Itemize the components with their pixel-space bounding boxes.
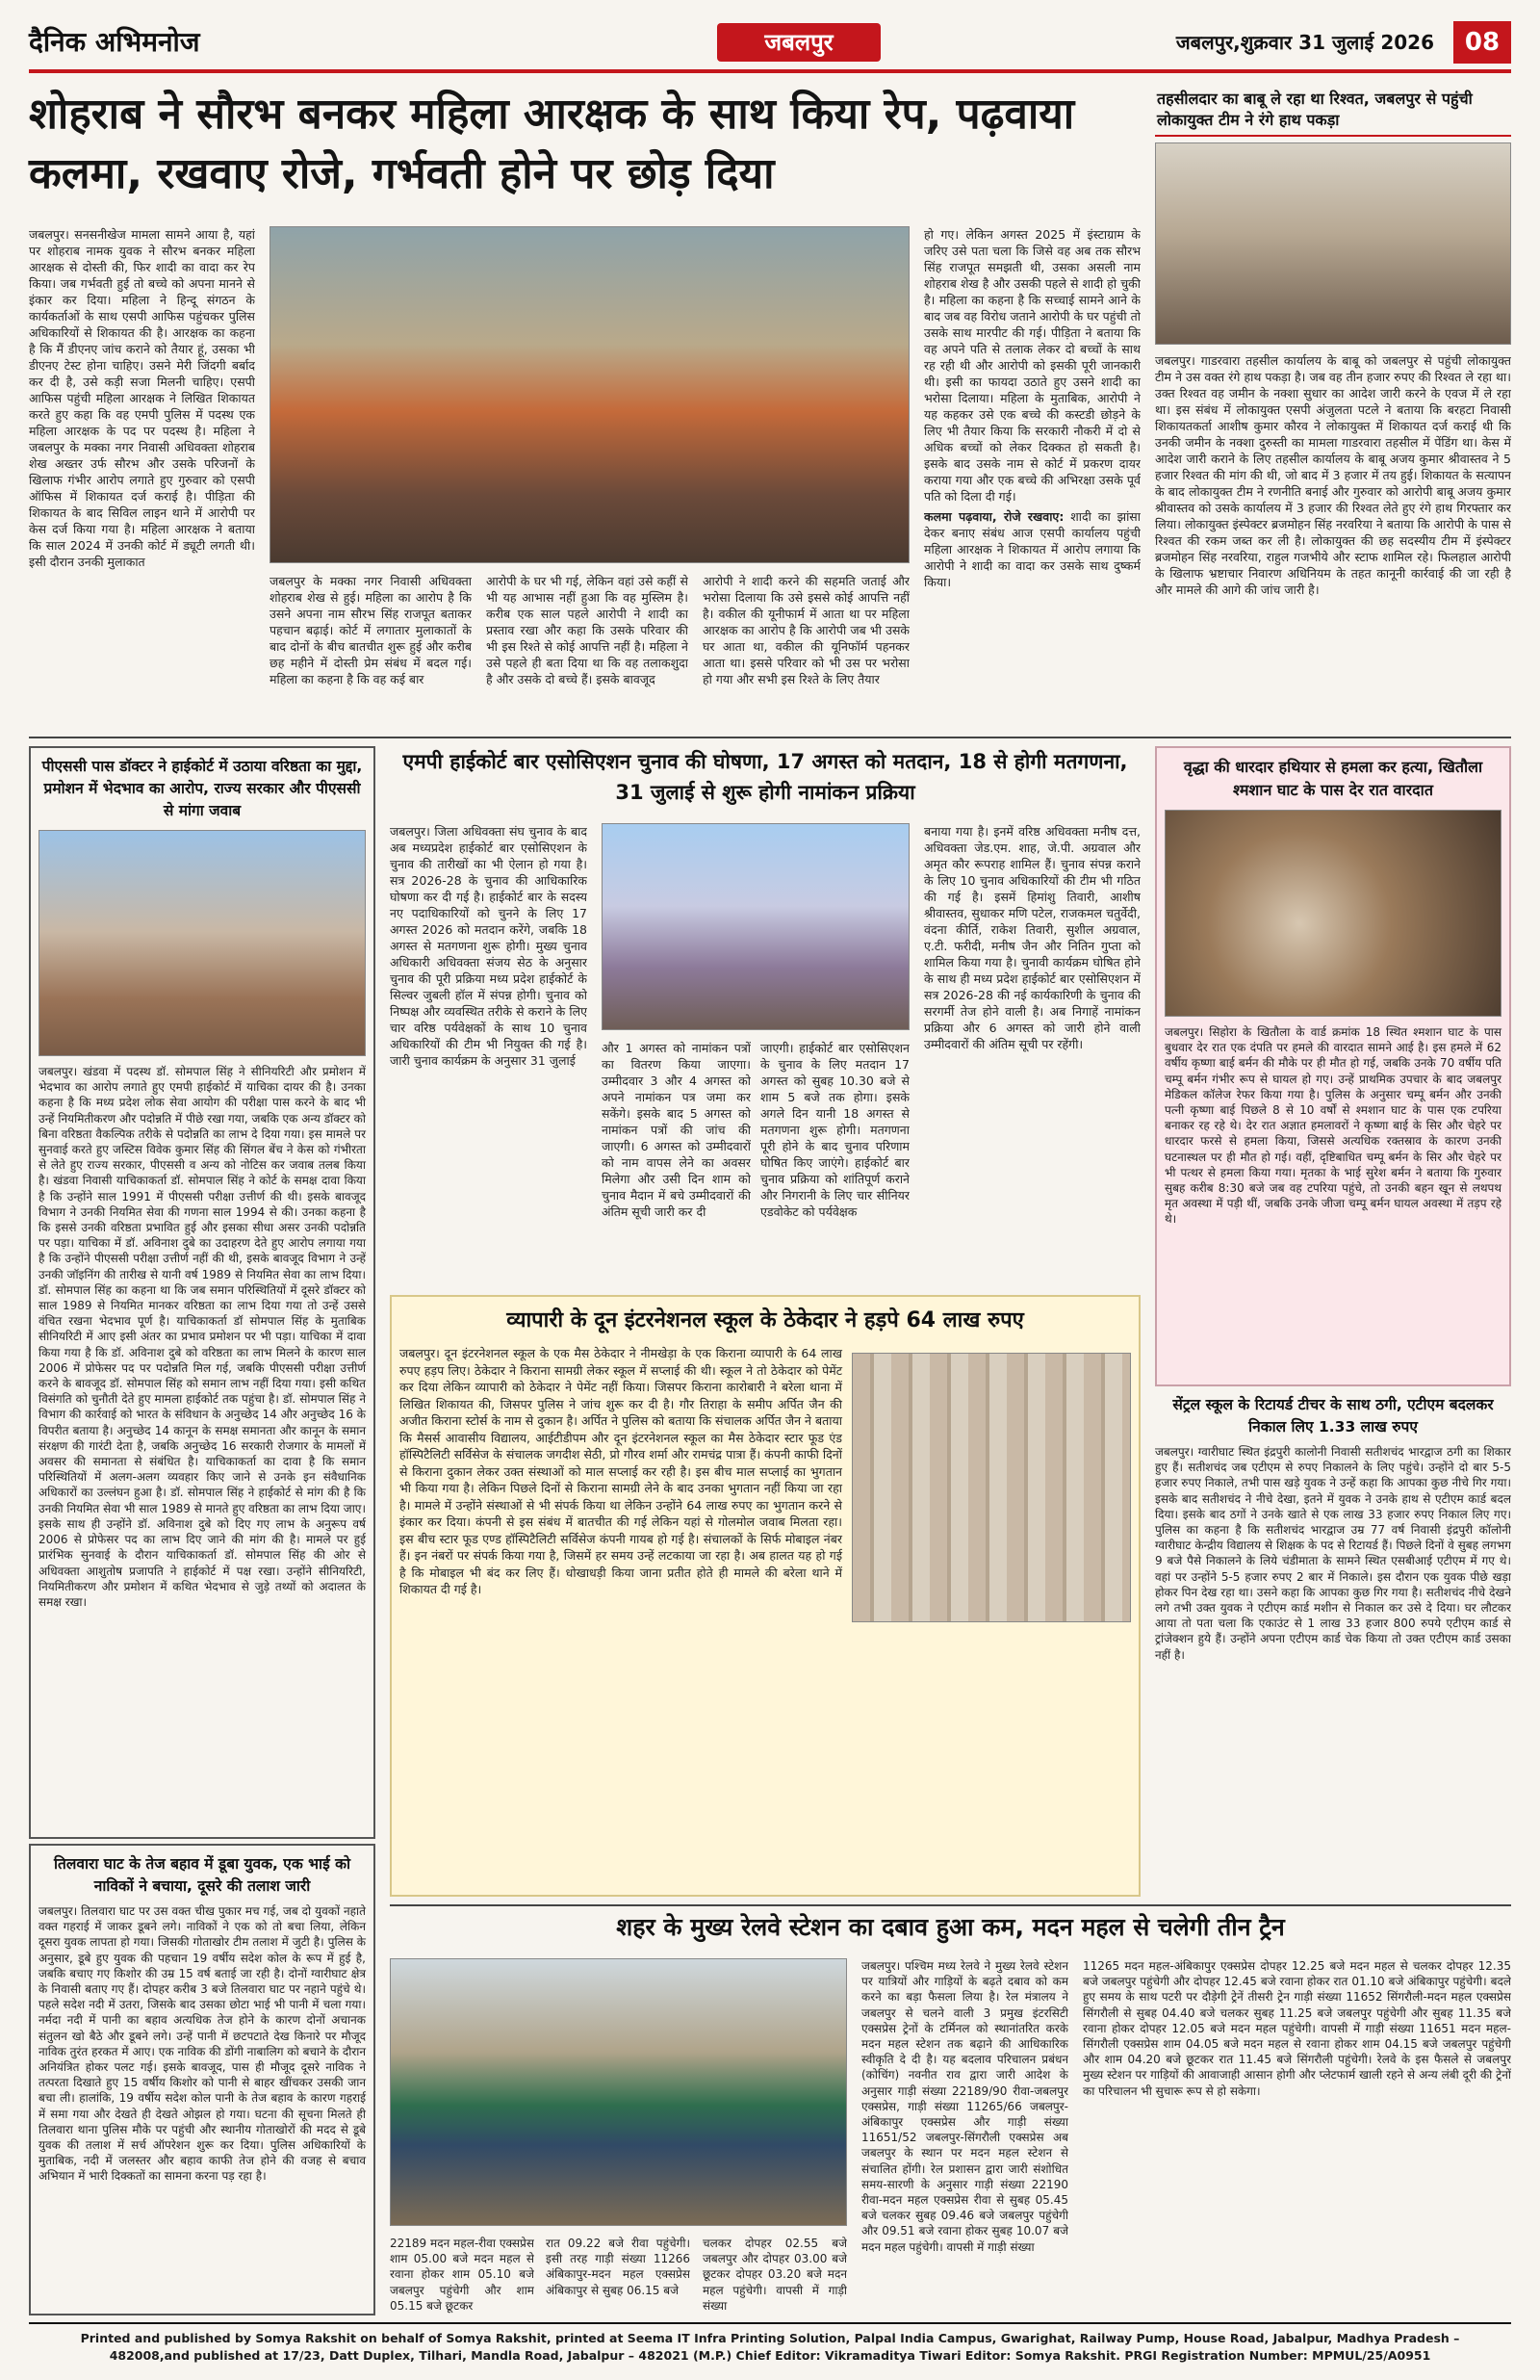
lead-text-5: हो गए। लेकिन अगस्त 2025 में इंस्टाग्राम के जरिए उसे पता चला कि जिसे वह अब तक सौरभ सिंह राजपूत समझती थी, उसका असली नाम शोहराब शेख है और उसकी पहले से शादी हो चुकी है। महिला का कहना है कि सच्चाई सामने आने के बाद जब वह विरोध जताने आरोपी के घर पहुंची तो उसके साथ मारपीट की गई। पीड़िता ने बताया कि वह अपने पति से तलाक लेकर दो बच्चों के साथ रह रही थी और आरोपी को इसकी पूरी जानकारी थी। इसी का फायदा उठाते हुए उसने शादी का भरोसा दिलाया। महिला के मुताबिक, आरोपी ने यह कहकर उसे एक बच्चे की कस्टडी छोड़ने के लिए भी तैयार किया कि सरकारी नौकरी में दो से अधिक बच्चों को लेकर दिक्कत हो सकती है। इसके बाद उसके नाम से कोर्ट में प्रकरण दायर कराया गया और एक बच्चे की अभिरक्षा उसके पूर्व पति को दिला दी गई। <box>924 227 1141 504</box>
bribe-headline: तहसीलदार का बाबू ले रहा था रिश्वत, जबलपुर से पहुंची लोकायुक्त टीम ने रंगे हाथ पकड़ा <box>1155 85 1511 137</box>
railway-col-5: 11265 मदन महल-अंबिकापुर एक्सप्रेस दोपहर 12.25 बजे मदन महल से चलकर दोपहर 12.35 बजे जबलपुर पहुंचेगी और दोपहर 12.45 बजे रवाना होकर रात 01.10 बजे अंबिकापुर पहुंचेगी। बदले हुए समय के साथ पटरी पर दौड़ेगी ट्रेनें तीसरी ट्रेन गाड़ी संख्या 11652 सिंगरौली-मदन महल एक्सप्रेस सिंगरौली से सुबह 04.40 बजे चलकर सुबह 11.25 बजे जबलपुर पहुंचेगी और सुबह 11.35 बजे रवाना होकर दोपहर 12.05 बजे मदन महल पहुंचेगी। वापसी में गाड़ी संख्या 11651 मदन महल-सिंगरौली एक्सप्रेस शाम 04.05 बजे मदन महल से रवाना होकर शाम 04.15 बजे जबलपुर पहुंचेगी और शाम 04.20 बजे छूटकर रात 11.45 बजे सिंगरौली पहुंचेगी। रेलवे के इस फैसले से जबलपुर मुख्य स्टेशन पर गाड़ियों की आवाजाही आसान होगी और प्लेटफार्म खाली रहने से अन्य लंबी दूरी की ट्रेनों का परिचालन भी सुचारू रूप से हो सकेगा। <box>1083 1959 1511 2098</box>
contractor-story <box>390 1295 1141 1897</box>
dateline: जबलपुर,शुक्रवार 31 जुलाई 2026 <box>1175 31 1434 54</box>
lokayukta-photo <box>1155 142 1511 345</box>
railway-col-1: जबलपुर। पश्चिम मध्य रेलवे ने मुख्य रेलवे स्टेशन पर यात्रियों और गाड़ियों के बढ़ते दबाव को कम करने का बड़ा फैसला लिया है। रेल मंत्रालय ने जबलपुर से चलने वाली 3 प्रमुख इंटरसिटी एक्सप्रेस ट्रेनों के टर्मिनल को स्थानांतरित करके मदन महल स्टेशन तक बढ़ाने की आधिकारिक स्वीकृति दे दी है। यह बदलाव परिचालन प्रबंधन (कोचिंग) नवनीत राव द्वारा जारी आदेश के अनुसार गाड़ी संख्या 22189/90 रीवा-जबलपुर एक्सप्रेस, गाड़ी संख्या 11265/66 जबलपुर-अंबिकापुर एक्सप्रेस और गाड़ी संख्या 11651/52 जबलपुर-सिंगरौली एक्सप्रेस अब जबलपुर के स्थान पर मदन महल स्टेशन से संचालित होंगी। रेल प्रशासन द्वारा जारी संशोधित समय-सारणी के अनुसार गाड़ी संख्या 22190 रीवा-मदन महल एक्सप्रेस रीवा से सुबह 05.45 बजे चलकर सुबह 09.46 बजे जबलपुर पहुंचेगी और 09.51 बजे रवाना होकर सुबह 10.07 बजे मदन महल पहुंचेगी। वापसी में गाड़ी संख्या <box>861 1959 1068 2254</box>
train-photo <box>390 1958 847 2226</box>
lead-col-5 <box>924 226 1141 727</box>
murder-story <box>1155 746 1511 1386</box>
protest-photo <box>270 226 910 563</box>
imprint-footer <box>29 2322 1511 2370</box>
railway-col-3: रात 09.22 बजे रीवा पहुंचेगी। इसी तरह गाड़ी संख्या 11266 अंबिकापुर-मदन महल एक्सप्रेस अंबिकापुर से सुबह 06.15 बजे <box>546 2237 690 2297</box>
bar-col-3: जाएगी। हाईकोर्ट बार एसोसिएशन के चुनाव के लिए मतदान 17 अगस्त को सुबह 10.30 बजे से शाम 5 बजे तक होगा। इसके अगले दिन यानी 18 अगस्त से मतगणना शुरू होगी। मतगणना पूरी होने के बाद चुनाव परिणाम घोषित किए जाएंगे। हाईकोर्ट बार चुनाव प्रक्रिया को शांतिपूर्ण कराने और निगरानी के लिए चार सीनियर एडवोकेट को पर्यवेक्षक <box>760 1041 910 1219</box>
lead-subhead: कलमा पढ़वाया, रोजे रखवाए: <box>924 509 1065 524</box>
cash-photo <box>852 1353 1131 1622</box>
railway-col-2: 22189 मदन महल-रीवा एक्सप्रेस शाम 05.00 बजे मदन महल से रवाना होकर शाम 05.10 बजे जबलपुर पहुंचेगी और शाम 05.15 बजे छूटकर <box>390 2237 534 2313</box>
contractor-headline: व्यापारी के दून इंटरनेशनल स्कूल के ठेकेदार ने हड़पे 64 लाख रुपए <box>506 1308 1024 1332</box>
bar-col-4: बनाया गया है। इनमें वरिष्ठ अधिवक्ता मनीष दत्त, अधिवक्ता जेड.एम. शाह, जे.पी. अग्रवाल और अमृत कौर रूपराह शामिल हैं। चुनाव संपन्न कराने के लिए 10 चुनाव अधिकारियों की टीम भी गठित की गई है। इसमें हिमांशु तिवारी, आशीष श्रीवास्तव, सुधाकर मणि पटेल, राजकमल चतुर्वेदी, वंदना कीर्ति, राकेश तिवारी, सुशील अग्रवाल, ए.टी. फरीदी, मनीष जैन और नितिन गुप्ता को शामिल किया गया है। चुनावी कार्यक्रम घोषित होने के साथ ही मध्य प्रदेश हाईकोर्ट बार एसोसिएशन में सत्र 2026-28 की नई कार्यकारिणी के चुनाव की सरगर्मी तेज होने वाली है। अब निगाहें नामांकन प्रक्रिया और 6 अगस्त को जारी होने वाली उम्मीदवारों की अंतिम सूची पर रहेंगी। <box>924 824 1141 1051</box>
crime-scene-photo <box>1165 810 1502 1017</box>
bribe-body: जबलपुर। गाडरवारा तहसील कार्यालय के बाबू को जबलपुर से पहुंची लोकायुक्त टीम ने उस वक्त रंगे हाथ पकड़ा है। जब वह तीन हजार रुपए की रिश्वत ले रहा था। उक्त रिश्वत वह जमीन के नक्शा सुधार का आदेश जारी करने के एवज में ले रहा था। इस संबंध में लोकायुक्त एसपी अंजुलता पटले ने बताया कि बरहटा निवासी शिकायतकर्ता आशीष कुमार कौरव ने लोकायुक्त में शिकायत दर्ज कराई थी कि उनकी जमीन के नक्शा दुरुस्ती का मामला गाडरवारा तहसील में पेंडिंग था। केस में आदेश जारी कराने के लिए तहसील कार्यालय के बाबू अजय कुमार श्रीवास्तव ने 5 हजार रिश्वत की मांग की थी, जो बाद में 3 हजार में तय हुई। शिकायत के सत्यापन के बाद लोकायुक्त टीम ने रणनीति बनाई और गुरुवार को आरोपी बाबू अजय कुमार श्रीवास्तव को उसके कार्यालय में 3 हजार की रिश्वत लेते हुए रंगे हाथ गिरफ्तार कर लिया। लोकायुक्त इंस्पेक्टर ब्रजमोहन सिंह नरवरिया ने बताया कि आरोपी के पास से रिश्वत की रकम जब्त कर ली है। लोकायुक्त की छह सदस्यीय टीम में इंस्पेक्टर ब्रजमोहन सिंह नरवरिया, राहुल गजभीये और स्टाफ शामिल रहे। फिलहाल आरोपी के खिलाफ भ्रष्टाचार निवारण अधिनियम के तहत कानूनी कार्रवाई की जा रही है और मामले की आगे की जांच जारी है। <box>1155 353 1511 597</box>
highcourt-photo <box>38 830 366 1056</box>
railway-headline: शहर के मुख्य रेलवे स्टेशन का दबाव हुआ कम, मदन महल से चलेगी तीन ट्रैन <box>390 1904 1511 1953</box>
lead-col-4 <box>703 573 910 727</box>
murder-body: जबलपुर। सिहोरा के खितौला के वार्ड क्रमांक 18 स्थित श्मशान घाट के पास बुधवार देर रात एक दंपति पर हमले की वारदात सामने आई है। इस हमले में 62 वर्षीय कृष्णा बाई बर्मन की मौके पर ही मौत हो गई, जबकि उनके 70 वर्षीय पति चम्पू बर्मन गंभीर रूप से घायल हो गए। उन्हें प्राथमिक उपचार के बाद जबलपुर मेडिकल कॉलेज रेफर किया गया है। पुलिस के अनुसार चम्पू बर्मन और उनकी पत्नी कृष्णा बाई पिछले 8 से 10 वर्षों से श्मशान घाट के पास एक टपरिया बनाकर रह रहे थे। देर रात अज्ञात हमलावरों ने कृष्णा बाई के सिर और चेहरे पर धारदार फरसे से हमला किया, जिससे अत्यधिक रक्तस्राव के कारण उनकी घटनास्थल पर ही मौत हो गई। वहीं, दृष्टिबाधित चम्पू बर्मन के सिर और चेहरे पर भी पत्थर से हमला किया गया। मृतका के भाई सुरेश बर्मन ने बताया कि गुरुवार सुबह करीब 8:30 बजे जब वह टपरिया पहुंचे, तो उनकी बहन खून से लथपथ मृत अवस्था में पड़ी थीं, जबकि उनके जीजा चम्पू बर्मन घायल अवस्था में तड़प रहे थे। <box>1165 1025 1502 1227</box>
bar-story <box>390 746 1141 1285</box>
contractor-text: जबलपुर। दून इंटरनेशनल स्कूल के एक मैस ठेकेदार ने नीमखेड़ा के एक किराना व्यापारी के 64 लाख रुपए हड़प लिए। ठेकेदार ने किराना सामग्री लेकर स्कूल में सप्लाई की थी। स्कूल ने तो ठेकेदार को पेमेंट कर दिया लेकिन व्यापारी को ठेकेदार ने पेमेंट नहीं किया। जिसपर किराना कारोबारी ने बरेला थाना में लिखित शिकायत की, जिसपर पुलिस ने जांच शुरू कर दी है। गौर तिराहा के समीप अर्पित जैन की अजीत किराना स्टोर्स के नाम से दुकान है। अर्पित ने पुलिस को बताया कि संचालक अर्पित जैन ने बताया कि मैसर्स आवासीय विद्यालय, आईटीडीपम और दून इंटरनेशनल स्कूल का मैस ठेकेदार स्टार फूड एंड हॉस्पिटैलिटी सर्विसेज के संचालक जगदीश सेठी, प्रो गौरव शर्मा और रामचंद्र पात्रा हैं। कंपनी काफी दिनों से किराना दुकान लेकर उक्त संस्थाओं को माल सप्लाई कर रही है। इस बीच माल सप्लाई का भुगतान भी किया गया है। लेकिन पिछले दिनों से किराना सामग्री लेने के बाद उनका भुगतान नहीं किया जा रहा है। मामले में उन्होंने संस्थाओं से भी संपर्क किया था लेकिन उन्होंने 64 लाख रुपए का भुगतान करने से इंकार कर दिया। कंपनी से इस संबंध में बातचीत की गई लेकिन यहां से गोलमोल जवाब मिलता रहा। इस बीच स्टार फूड एण्ड हॉस्पिटैलिटी सर्विसेज कंपनी गायब हो गई है। संचालकों के सिर्फ मोबाइल नंबर हैं। इन नंबरों पर संपर्क किया गया है, जिसमें हर समय उन्हें लटकाया जा रहा है। अब हालत यह हो गई है कि मोबाइल भी बंद कर लिए हैं। धोखाधड़ी किया जाना प्रतीत होते ही मामले की बरेला थाने में शिकायत दी गई है। <box>399 1346 842 1596</box>
lead-col-1 <box>29 226 255 727</box>
bar-court-photo <box>602 823 910 1030</box>
psc-body: जबलपुर। खंडवा में पदस्थ डॉ. सोमपाल सिंह ने सीनियरिटी और प्रमोशन में भेदभाव का आरोप लगाते हुए एमपी हाईकोर्ट में याचिका दायर की है। उनका कहना है कि मध्य प्रदेश लोक सेवा आयोग की परीक्षा पास करने के बाद भी उन्हें नियमितीकरण और पदोन्नति में पीछे रखा गया, जबकि एक अन्य डॉक्टर को बिना वरिष्ठता वैकल्पिक तरीके से पदोन्नति का लाभ दे दिया गया। इस मामले पर सुनवाई करते हुए जस्टिस विवेक कुमार सिंह की सिंगल बेंच ने केस को गंभीरता से लेते हुए राज्य सरकार, पीएससी व अन्य को नोटिस कर जवाब तलब किया है। खंडवा निवासी याचिकाकर्ता डॉ. सोमपाल सिंह ने कोर्ट के समक्ष दावा किया है कि उन्होंने साल 1991 में पीएससी परीक्षा उत्तीर्ण की थी। इसके बावजूद विभाग ने उनकी नियमित सेवा की गणना साल 1994 से की। उनका कहना है कि इससे उनकी वरिष्ठता प्रभावित हुई और इसका सीधा असर उनकी पदोन्नति पर पड़ा। याचिका में डॉ. अविनाश दुबे का उदाहरण देते हुए आरोप लगाया गया है कि उन्होंने पीएससी परीक्षा उत्तीर्ण नहीं की थी, इसके बावजूद विभाग ने उन्हें उनकी जॉइनिंग की तारीख से यानी वर्ष 1989 से नियमित सेवा का लाभ दिया। डॉ. सोमपाल सिंह का कहना था कि जब समान परिस्थितियों में दूसरे डॉक्टर को साल 1989 से नियमित मानकर वरिष्ठता का लाभ दिया गया तो उन्हें उससे वंचित रखना भेदभाव पूर्ण है। याचिकाकर्ता डॉ सोमपाल सिंह के मुताबिक सीनियरिटी में आए इसी अंतर का प्रभाव प्रमोशन पर भी पड़ा। याचिका में दावा किया गया है कि डॉ. अविनाश दुबे को वरिष्ठता का लाभ मिलने के कारण साल 2006 में प्रोफेसर पद पर पदोन्नति मिल गई, जबकि पीएससी परीक्षा उत्तीर्ण करने के बावजूद डॉ. सोमपाल सिंह को समान लाभ नहीं दिया गया। इसी कथित विसंगति को चुनौती देते हुए मामला हाईकोर्ट तक पहुंचा है। डॉ. सोमपाल सिंह ने विभाग की कार्रवाई को भारत के संविधान के अनुच्छेद 14 और अनुच्छेद 16 के विपरीत बताया है। अनुच्छेद 14 कानून के समक्ष समानता और कानून के समान संरक्षण की गारंटी देता है, जबकि अनुच्छेद 16 सरकारी रोजगार के मामलों में अवसर की समानता से संबंधित है। याचिकाकर्ता का दावा है कि समान परिस्थितियों में अलग-अलग व्यवहार किए जाने से उनके इन संवैधानिक अधिकारों का उल्लंघन हुआ है। डॉ. सोमपाल सिंह ने हाईकोर्ट से मांग की है कि उनकी नियमित सेवा भी साल 1989 से मानते हुए वरिष्ठता का लाभ दिया जाए। इसके साथ ही उन्होंने डॉ. अविनाश दुबे को दिए गए लाभ के अनुरूप वर्ष 2006 से प्रोफेसर पद का लाभ दिए जाने की मांग की है। मामले पर हुई प्रारंभिक सुनवाई के दौरान याचिकाकर्ता डॉ. सोमपाल सिंह की ओर से अधिवक्ता आशुतोष प्रजापति ने हाईकोर्ट में पक्ष रखा। उन्होंने सीनियरिटी, नियमितीकरण और प्रमोशन में कथित भेदभाव से जुड़े तथ्यों को अदालत के समक्ष रखा। <box>38 1065 366 1609</box>
imprint-line-2: 482008,and published at 17/23, Datt Duplex, Tilhari, Mandla Road, Jabalpur – 482021 (M.P.) Chief Editor: Vikramaditya Tiwari Editor: Somya Rakshit. PRGI Registration Number: MPMUL/25/A0951 <box>109 2348 1431 2363</box>
bar-col-1: जबलपुर। जिला अधिवक्ता संघ चुनाव के बाद अब मध्यप्रदेश हाईकोर्ट बार एसोसिएशन के चुनाव की तारीखों का भी ऐलान हो गया है। सत्र 2026-28 के चुनाव की आधिकारिक घोषणा कर दी गई है। हाईकोर्ट बार के सदस्य नए पदाधिकारियों को चुनने के लिए 17 अगस्त 2026 को मतदान करेंगे, जबकि 18 अगस्त से मतगणना शुरू होगी। मुख्य चुनाव अधिकारी अधिवक्ता संजय सेठ के अनुसार चुनाव की पूरी प्रक्रिया मध्य प्रदेश हाईकोर्ट के सिल्वर जुबली हॉल में संपन्न होगी। चुनाव को निष्पक्ष और व्यवस्थित तरीके से कराने के लिए चार वरिष्ठ पर्यवेक्षकों के साथ 10 चुनाव अधिकारियों की टीम भी नियुक्त की गई है। जारी चुनाव कार्यक्रम के अनुसार 31 जुलाई <box>390 824 587 1068</box>
bribe-story <box>1155 85 1511 730</box>
teacher-headline: सेंट्रल स्कूल के रिटायर्ड टीचर के साथ ठगी, एटीएम बदलकर निकाल लिए 1.33 लाख रुपए <box>1172 1396 1494 1436</box>
railway-story <box>390 1904 1511 2318</box>
lead-text-4: आरोपी ने शादी करने की सहमति जताई और भरोसा दिलाया कि उसे इससे कोई आपत्ति नहीं है। वकील की यूनीफार्म में आता था पर महिला आरक्षक का आरोप है कि आरोपी जब भी उसके घर आता था, वकील की यूनिफॉर्म पहनकर आता था। इससे परिवार को भी उस पर भरोसा हो गया और सभी इस रिश्ते के लिए तैयार <box>703 574 910 686</box>
bar-col-2: और 1 अगस्त को नामांकन पत्रों का वितरण किया जाएगा। उम्मीदवार 3 और 4 अगस्त को अपने नामांकन पत्र जमा कर सकेंगे। इसके बाद 5 अगस्त को नामांकन पत्रों की जांच की जाएगी। 6 अगस्त को उम्मीदवारों को नाम वापस लेने का अवसर मिलेगा और उसी दिन शाम को चुनाव मैदान में बचे उम्मीदवारों की अंतिम सूची जारी कर दी <box>602 1041 751 1219</box>
bar-headline: एमपी हाईकोर्ट बार एसोसिएशन चुनाव की घोषणा, 17 अगस्त को मतदान, 18 से होगी मतगणना, 31 जुलाई से शुरू होगी नामांकन प्रक्रिया <box>402 750 1128 804</box>
drown-headline: तिलवारा घाट के तेज बहाव में डूबा युवक, एक भाई को नाविकों ने बचाया, दूसरे की तलाश जारी <box>54 1855 350 1895</box>
lead-text-2: जबलपुर के मक्का नगर निवासी अधिवक्ता शोहराब शेख से हुई। महिला का आरोप है कि उसने अपना नाम सौरभ सिंह राजपूत बताकर पहचान बढ़ाई। कोर्ट में लगातार मुलाकातों के बाद दोनों के बीच बातचीत शुरू हुई और करीब छह महीने में दोस्ती प्रेम संबंध में बदल गई। महिला का कहना है कि वह कई बार <box>270 574 472 686</box>
railway-col-4: चलकर दोपहर 02.55 बजे जबलपुर और दोपहर 03.00 बजे छूटकर दोपहर 03.20 बजे मदन महल पहुंचेगी। वापसी में गाड़ी संख्या <box>703 2237 847 2313</box>
newspaper-logo: दैनिक अभिमनोज <box>29 26 200 58</box>
lead-headline: शोहराब ने सौरभ बनकर महिला आरक्षक के साथ किया रेप, पढ़वाया कलमा, रखवाए रोजे, गर्भवती होने पर छोड़ दिया <box>29 90 1075 198</box>
lead-text-3: आरोपी के घर भी गई, लेकिन वहां उसे कहीं से भी यह आभास नहीं हुआ कि वह मुस्लिम है। करीब एक साल पहले आरोपी ने शादी का प्रस्ताव रखा और कहा कि उसके परिवार की भी इस रिश्ते से कोई आपत्ति नहीं है। महिला ने उसे पहले ही बता दिया था कि वह तलाकशुदा है और उसके दो बच्चे हैं। इसके बावजूद <box>486 574 688 686</box>
lead-col-3 <box>486 573 688 727</box>
lead-text-1: जबलपुर। सनसनीखेज मामला सामने आया है, यहां पर शोहराब नामक युवक ने सौरभ बनकर महिला आरक्षक से दोस्ती की, फिर शादी का वादा कर रेप किया। जब गर्भवती हुई तो बच्चे को अपना मानने से इंकार कर दिया। महिला ने हिन्दू संगठन के कार्यकर्ताओं के साथ एसपी आफिस पहुंचकर पुलिस अधिकारियों से शिकायत की है। आरक्षक का कहना है कि मैं डीएनए जांच कराने को तैयार हूं, उसका भी डीएनए टेस्ट होना चाहिए। उसने मेरी जिंदगी बर्बाद कर दी है, उसे कड़ी सजा मिलनी चाहिए। एसपी आफिस पहुंची महिला आरक्षक ने लिखित शिकायत करते हुए कहा कि वह एमपी पुलिस में पदस्थ एक महिला आरक्षक के पद पर पदस्थ है। महिला ने जबलपुर के मक्का नगर निवासी अधिवक्ता शोहराब शेख अख्तर उर्फ सौरभ और उसके परिजनों के खिलाफ गंभीर आरोप लगाते हुए गुरुवार को एसपी ऑफिस में शिकायत दर्ज कराई है। पीड़िता की शिकायत के बाद सिविल लाइन थाने में आरोपी पर केस दर्ज किया गया है। महिला आरक्षक ने बताया कि साल 2024 में उनकी कोर्ट में ड्यूटी लगती थी। इसी दौरान उनकी मुलाकात <box>29 227 255 569</box>
teacher-story <box>1155 1394 1511 1890</box>
city-banner: जबलपुर <box>717 23 881 62</box>
lead-col-2 <box>270 573 472 727</box>
page-number: 08 <box>1453 21 1511 64</box>
section-divider <box>29 737 1511 738</box>
imprint-line-1: Printed and published by Somya Rakshit on behalf of Somya Rakshit, printed at Seema IT Infra Printing Solution, Palpal India Campus, Gwarighat, Railway Pump, House Road, Jabalpur, Madhya Pradesh – <box>80 2331 1460 2345</box>
masthead <box>29 17 1511 73</box>
psc-story <box>29 746 375 1839</box>
teacher-body: जबलपुर। ग्वारीघाट स्थित इंद्रपुरी कालोनी निवासी सतीशचंद भारद्वाज ठगी का शिकार हुए हैं। सतीशचंद जब एटीएम से रुपए निकालने के लिए पहुंचे। उन्होंने दो बार 5-5 हजार रुपए निकाले, तभी पास खड़े युवक ने उन्हें कहा कि आपका कुछ नीचे गिर गया। इसके बाद सतीशचंद ने नीचे देखा, इतने में युवक ने उनके हाथ से एटीएम कार्ड बदल दिया। इसके बाद ठगों ने उनके खाते से एक लाख 33 हजार रुपए निकाल लिए गए। पुलिस का कहना है कि सतीशचंद भारद्वाज उम्र 77 वर्ष निवासी इंद्रपुरी कॉलोनी ग्वारीघाट केन्द्रीय विद्यालय से शिक्षक के पद से रिटायर्ड हैं। पिछले दिनों वे सुबह लगभग 9 बजे पैसे निकालने के लिये चंडीमाता के सामने स्थित एसबीआई एटीएम में गए थे। वहां पर उन्होंने 5-5 हजार रुपए 2 बार में निकाले। इस दौरान एक युवक पीछे खड़ा होकर पिन देख रहा था। उसने कहा कि आपका कुछ गिर गया है। सतीशचंद नीचे देखने लगे तभी उक्त युवक ने एटीएम कार्ड मशीन से निकाल कर उसे दे दिया। घर लौटकर आया तो पता चला कि एकाउंट से 1 लाख 33 हजार 800 रुपये एटीएम कार्ड से ट्रांजेक्शन हुये हैं। उन्होंने अपना एटीएम कार्ड चेक किया तो उक्त एटीएम कार्ड उसका नहीं है। <box>1155 1445 1511 1662</box>
murder-headline: वृद्धा की धारदार हथियार से हमला कर हत्या, खितौला श्मशान घाट के पास देर रात वारदात <box>1183 758 1483 799</box>
drown-body: जबलपुर। तिलवारा घाट पर उस वक्त चीख पुकार मच गई, जब दो युवकों नहाते वक्त गहराई में जाकर डूबने लगे। नाविकों ने एक को तो बचा लिया, लेकिन दूसरा युवक लापता हो गया। जिसकी गोताखोर टीम तलाश में जुटी है। पुलिस के अनुसार, डूबे हुए युवक की पहचान 19 वर्षीय सदेश कोल के रूप में हुई है, जबकि बचाए गए किशोर की उम्र 15 वर्ष बताई जा रही है। दोनों ग्वारीघाट क्षेत्र के निवासी बताए गए हैं। दोपहर करीब 3 बजे तिलवारा घाट पर नहाने पहुंचे थे। पहले सदेश नदी में उतरा, जिसके बाद उसका छोटा भाई भी पानी में चला गया। नर्मदा नदी में पानी का बहाव अत्यधिक तेज होने के कारण दोनों अचानक संतुलन खो बैठे और डूबने लगे। उन्हें पानी में छटपटाते देख किनारे पर मौजूद नाविक तुरंत हरकत में आए। एक नाविक की डोंगी नाबालिग को बचाने के दौरान अनियंत्रित होकर पलट गई। इसके बावजूद, पास ही मौजूद दूसरे नाविक ने तत्परता दिखाते हुए 15 वर्षीय किशोर को पानी से बाहर खींचकर उसकी जान बचा ली। हालांकि, 19 वर्षीय सदेश कोल पानी के तेज बहाव के कारण गहराई में समा गया और देखते ही देखते ओझल हो गया। घटना की सूचना मिलते ही तिलवारा थाना पुलिस मौके पर पहुंची और स्थानीय गोताखोरों की मदद से डूबे युवक की तलाश में सर्च ऑपरेशन शुरू कर दिया। पुलिस अधिकारियों के मुताबिक, नदी में जलस्तर और बहाव काफी तेज होने की वजह से बचाव अभियान में भारी दिक्कतों का सामना करना पड़ रहा है। <box>38 1904 366 2184</box>
psc-headline: पीएससी पास डॉक्टर ने हाईकोर्ट में उठाया वरिष्ठता का मुद्दा, प्रमोशन में भेदभाव का आरोप, राज्य सरकार और पीएससी से मांगा जवाब <box>41 758 363 819</box>
drown-story <box>29 1844 375 2315</box>
lead-text-5b: शादी का झांसा देकर बनाए संबंध आज एसपी कार्यालय पहुंची महिला आरक्षक ने शिकायत में आरोप लगाया कि आरोपी ने शादी का वादा कर उसके साथ दुष्कर्म किया। <box>924 509 1141 589</box>
